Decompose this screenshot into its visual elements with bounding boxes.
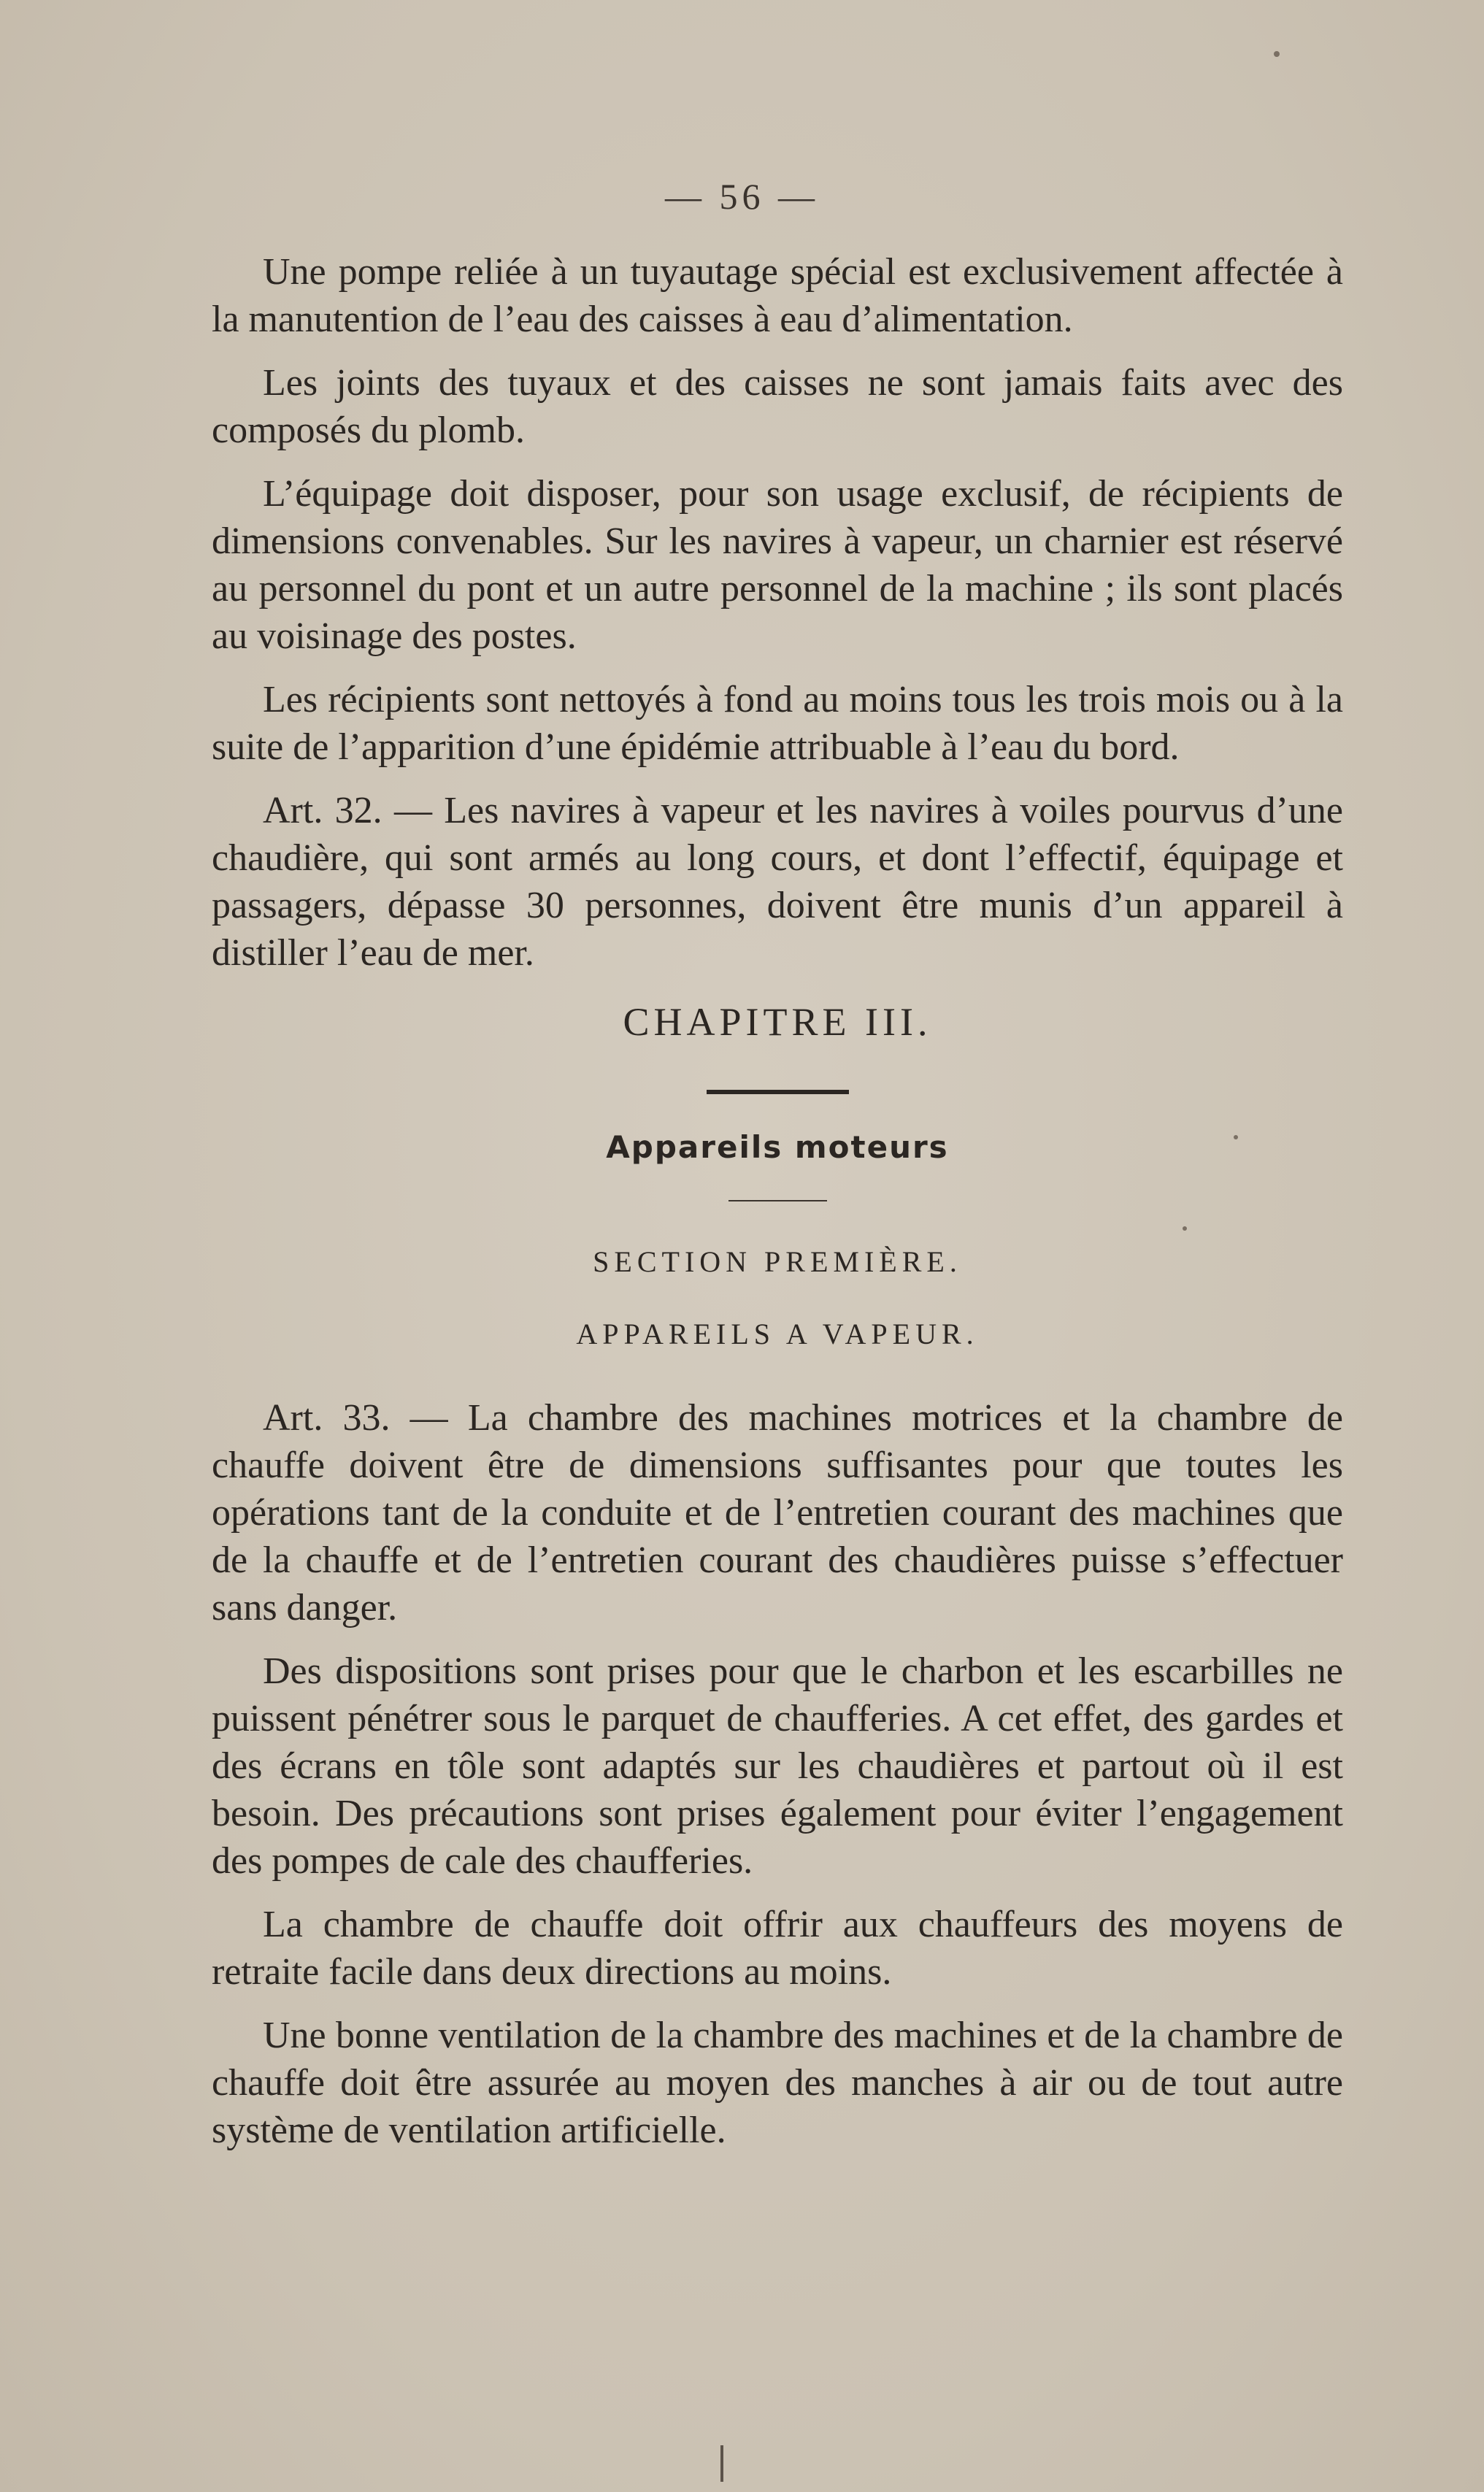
divider-line <box>728 1200 827 1201</box>
page-body <box>212 248 1343 2170</box>
paper-speck <box>1183 1226 1187 1231</box>
paper-speck <box>1234 1135 1238 1139</box>
paragraph: Une pompe reliée à un tuyautage spécial est exclusivement affectée à la manutention de l’eau des caisses à eau d’alimentation. <box>212 251 1343 340</box>
binding-mark <box>720 2445 723 2482</box>
paragraph: Des dispositions sont prises pour que le charbon et les escarbilles ne puissent pénétrer sous le parquet de chaufferies. A cet effet, des gardes et des écrans en tôle sont adaptés sur les chaudières et partout où il est besoin. Des précautions sont prises également pour éviter l’engagement des pompes de cale des chaufferies. <box>212 1650 1343 1882</box>
decorative-rule <box>707 1090 849 1094</box>
subsection-title: APPAREILS A VAPEUR. <box>576 1318 979 1350</box>
paper-speck <box>1274 51 1280 57</box>
paragraph: Les joints des tuyaux et des caisses ne sont jamais faits avec des composés du plomb. <box>212 362 1343 451</box>
paragraph: L’équipage doit disposer, pour son usage exclusif, de récipients de dimensions convenables. Sur les navires à vapeur, un charnier est réservé au personnel du pont et un autre personnel de la machine ; ils sont placés au voisinage des postes. <box>212 473 1343 657</box>
section-heading: Appareils moteurs <box>606 1129 949 1165</box>
section-title: SECTION PREMIÈRE. <box>593 1245 962 1278</box>
article-32: Art. 32. — Les navires à vapeur et les navires à voiles pourvus d’une chaudière, qui sont armés au long cours, et dont l’effectif, équipage et passagers, dépasse 30 personnes, doivent être munis d’un appareil à distiller l’eau de mer. <box>212 790 1343 974</box>
paragraph: Une bonne ventilation de la chambre des machines et de la chambre de chauffe doit être assurée au moyen des manches à air ou de tout autre système de ventilation artificielle. <box>212 2015 1343 2151</box>
chapter-title: CHAPITRE III. <box>623 1000 932 1044</box>
article-33: Art. 33. — La chambre des machines motrices et la chambre de chauffe doivent être de dimensions suffisantes pour que toutes les opérations tant de la conduite et de l’entretien courant des machines que de la chauffe et de l’entretien courant des chaudières puisse s’effectuer sans danger. <box>212 1397 1343 1628</box>
paragraph: La chambre de chauffe doit offrir aux chauffeurs des moyens de retraite facile dans deux directions au moins. <box>212 1904 1343 1993</box>
paragraph: Les récipients sont nettoyés à fond au moins tous les trois mois ou à la suite de l’apparition d’une épidémie attribuable à l’eau du bord. <box>212 679 1343 768</box>
page-number: — 56 — <box>665 176 819 217</box>
